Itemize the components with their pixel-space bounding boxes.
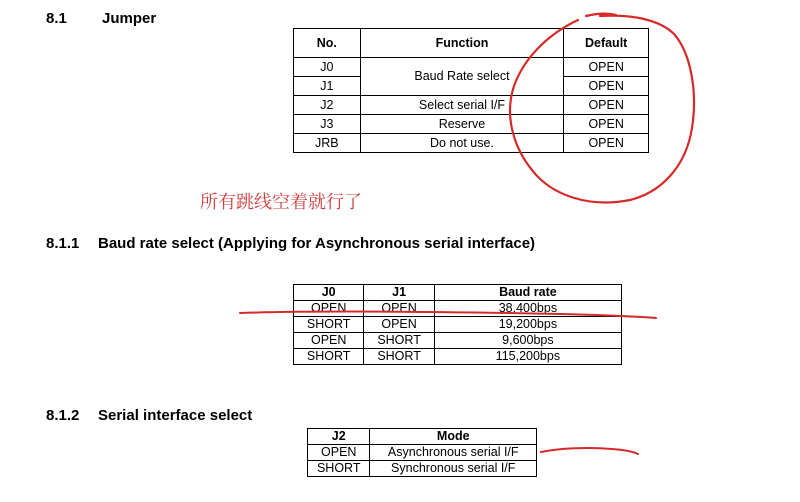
table-row bbox=[294, 301, 622, 317]
header-mode: Mode bbox=[370, 429, 537, 445]
header-j1: J1 bbox=[364, 285, 434, 301]
cell-no: J3 bbox=[294, 115, 361, 134]
table-row bbox=[308, 461, 537, 477]
cell-default: OPEN bbox=[564, 134, 649, 153]
header-j0: J0 bbox=[294, 285, 364, 301]
cell-default: OPEN bbox=[564, 115, 649, 134]
table-header-row bbox=[294, 29, 649, 58]
cell-function: Select serial I/F bbox=[360, 96, 564, 115]
table-row bbox=[294, 349, 622, 365]
baud-rate-table bbox=[293, 284, 622, 365]
cell-j1: OPEN bbox=[364, 317, 434, 333]
cell-j1: OPEN bbox=[364, 301, 434, 317]
cell-no: J2 bbox=[294, 96, 361, 115]
cell-j0: SHORT bbox=[294, 317, 364, 333]
header-j2: J2 bbox=[308, 429, 370, 445]
table-row bbox=[294, 115, 649, 134]
section-title: Jumper bbox=[102, 10, 157, 27]
cell-function: Reserve bbox=[360, 115, 564, 134]
table-row bbox=[294, 96, 649, 115]
cell-default: OPEN bbox=[564, 58, 649, 77]
section-title: Baud rate select (Applying for Asynchronous serial interface) bbox=[98, 235, 536, 252]
cell-j1: SHORT bbox=[364, 333, 434, 349]
cell-j1: SHORT bbox=[364, 349, 434, 365]
table-header-row bbox=[308, 429, 537, 445]
table-row bbox=[294, 134, 649, 153]
serial-interface-table bbox=[307, 428, 537, 477]
cell-no: JRB bbox=[294, 134, 361, 153]
cell-j0: OPEN bbox=[294, 333, 364, 349]
cell-j0: SHORT bbox=[294, 349, 364, 365]
header-no: No. bbox=[294, 29, 361, 58]
cell-no: J1 bbox=[294, 77, 361, 96]
cell-mode: Asynchronous serial I/F bbox=[370, 445, 537, 461]
table-header-row bbox=[294, 285, 622, 301]
cell-default: OPEN bbox=[564, 77, 649, 96]
cell-baud-rate: 115,200bps bbox=[434, 349, 621, 365]
cell-function: Baud Rate select bbox=[360, 58, 564, 96]
header-default: Default bbox=[564, 29, 649, 58]
section-number: 8.1.1 bbox=[46, 235, 80, 252]
header-baud-rate: Baud rate bbox=[434, 285, 621, 301]
table-row bbox=[294, 58, 649, 77]
cell-baud-rate: 19,200bps bbox=[434, 317, 621, 333]
section-number: 8.1 bbox=[46, 10, 67, 27]
section-title: Serial interface select bbox=[98, 407, 253, 424]
jumper-table bbox=[293, 28, 649, 153]
cell-no: J0 bbox=[294, 58, 361, 77]
cell-j2: SHORT bbox=[308, 461, 370, 477]
section-number: 8.1.2 bbox=[46, 407, 80, 424]
cell-default: OPEN bbox=[564, 96, 649, 115]
table-row bbox=[308, 445, 537, 461]
cell-baud-rate: 38,400bps bbox=[434, 301, 621, 317]
cell-mode: Synchronous serial I/F bbox=[370, 461, 537, 477]
table-row bbox=[294, 333, 622, 349]
handwritten-note: 所有跳线空着就行了 bbox=[200, 192, 362, 213]
header-function: Function bbox=[360, 29, 564, 58]
cell-j2: OPEN bbox=[308, 445, 370, 461]
cell-function: Do not use. bbox=[360, 134, 564, 153]
table-row bbox=[294, 317, 622, 333]
cell-baud-rate: 9,600bps bbox=[434, 333, 621, 349]
cell-j0: OPEN bbox=[294, 301, 364, 317]
annotation-mark bbox=[541, 448, 638, 454]
